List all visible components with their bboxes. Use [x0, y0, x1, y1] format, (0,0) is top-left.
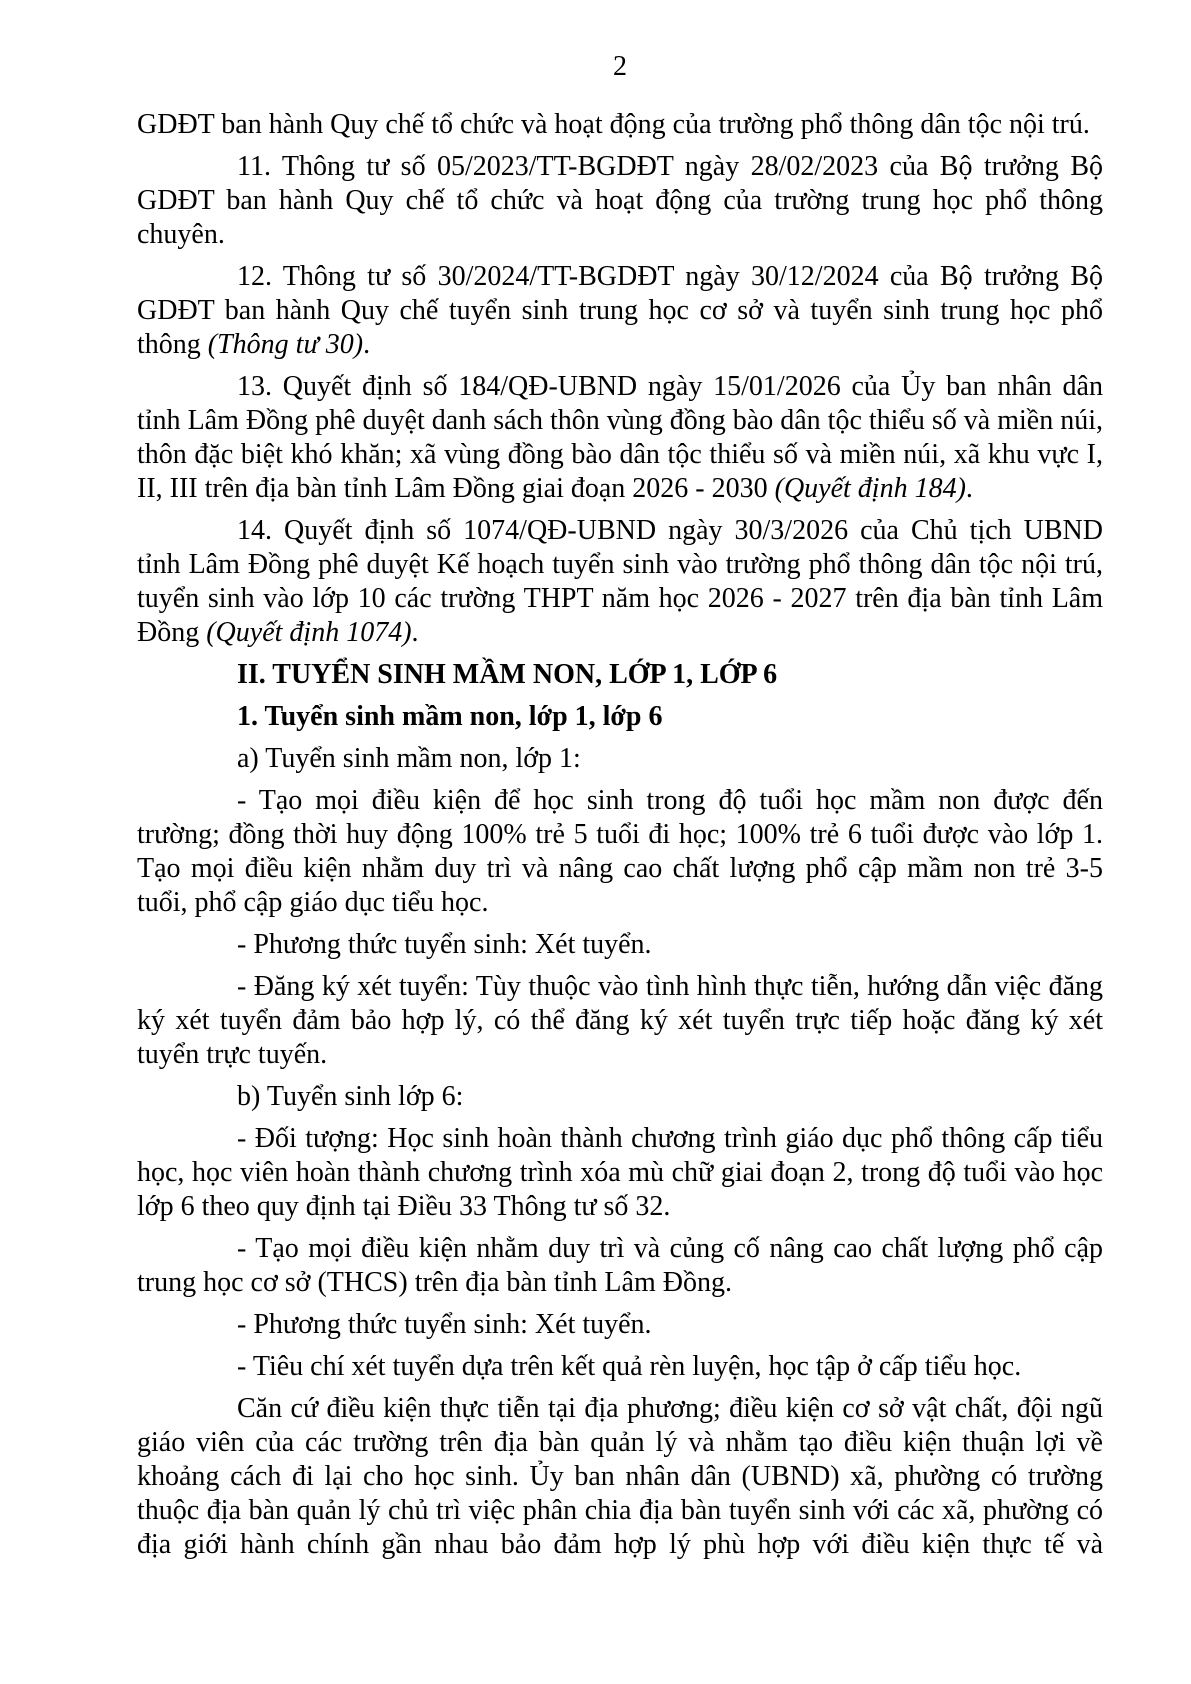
- bullet-grade6-conditions: - Tạo mọi điều kiện nhằm duy trì và củng cố nâng cao chất lượng phổ cập trung học cơ sở (THCS) trên địa bàn tỉnh Lâm Đồng.: [137, 1233, 1103, 1298]
- para-item-14-period: .: [411, 617, 419, 648]
- para-item-12: [137, 260, 1103, 362]
- bullet-preschool-conditions: - Tạo mọi điều kiện để học sinh trong độ tuổi học mầm non được đến trường; đồng thời huy động 100% trẻ 5 tuổi đi học; 100% trẻ 6 tuổi được vào lớp 1. Tạo mọi điều kiện nhằm duy trì và nâng cao chất lượng phổ cập mầm non trẻ 3-5 tuổi, phổ cập giáo dục tiểu học.: [137, 785, 1103, 918]
- item-b-label: b) Tuyển sinh lớp 6:: [237, 1081, 464, 1112]
- para-item-13-period: .: [965, 473, 973, 504]
- para-item-12-period: .: [363, 329, 371, 360]
- page-number: 2: [613, 51, 627, 82]
- bullet-grade6-method: - Phương thức tuyển sinh: Xét tuyển.: [237, 1309, 652, 1340]
- para-item-14-text: 14. Quyết định số 1074/QĐ-UBND ngày 30/3/2026 của Chủ tịch UBND tỉnh Lâm Đồng phê duyệt Kế hoạch tuyển sinh vào trường phổ thông dân tộc nội trú, tuyển sinh vào lớp 10 các trường THPT năm học 2026 - 2027 trên địa bàn tỉnh Lâm Đồng: [137, 515, 1103, 648]
- bullet-grade6-target: - Đối tượng: Học sinh hoàn thành chương trình giáo dục phổ thông cấp tiểu học, học viên hoàn thành chương trình xóa mù chữ giai đoạn 2, trong độ tuổi vào học lớp 6 theo quy định tại Điều 33 Thông tư số 32.: [137, 1123, 1103, 1222]
- para-item-14: [137, 514, 1103, 650]
- para-item-13-reference: (Quyết định 184): [774, 473, 966, 504]
- para-item-12-text: 12. Thông tư số 30/2024/TT-BGDĐT ngày 30/12/2024 của Bộ trưởng Bộ GDĐT ban hành Quy chế tuyển sinh trung học cơ sở và tuyển sinh trung học phổ thông: [137, 261, 1103, 360]
- bullet-grade6-criteria: - Tiêu chí xét tuyển dựa trên kết quả rèn luyện, học tập ở cấp tiểu học.: [237, 1351, 1022, 1382]
- para-item-13-text: 13. Quyết định số 184/QĐ-UBND ngày 15/01/2026 của Ủy ban nhân dân tỉnh Lâm Đồng phê duyệt danh sách thôn vùng đồng bào dân tộc thiểu số và miền núi, thôn đặc biệt khó khăn; xã vùng đồng bào dân tộc thiểu số và miền núi, xã khu vực I, II, III trên địa bàn tỉnh Lâm Đồng giai đoạn 2026 - 2030: [137, 371, 1103, 504]
- para-continuation: GDĐT ban hành Quy chế tổ chức và hoạt động của trường phổ thông dân tộc nội trú.: [137, 109, 1090, 140]
- heading-sub-1: 1. Tuyển sinh mầm non, lớp 1, lớp 6: [237, 701, 663, 732]
- item-a-label: a) Tuyển sinh mầm non, lớp 1:: [237, 743, 581, 774]
- para-item-14-reference: (Quyết định 1074): [206, 617, 412, 648]
- heading-section-ii: II. TUYỂN SINH MẦM NON, LỚP 1, LỚP 6: [237, 659, 778, 690]
- para-item-11: 11. Thông tư số 05/2023/TT-BGDĐT ngày 28/02/2023 của Bộ trưởng Bộ GDĐT ban hành Quy chế tổ chức và hoạt động của trường trung học phổ thông chuyên.: [137, 151, 1103, 250]
- bullet-preschool-registration: - Đăng ký xét tuyển: Tùy thuộc vào tình hình thực tiễn, hướng dẫn việc đăng ký xét tuyển đảm bảo hợp lý, có thể đăng ký xét tuyển trực tiếp hoặc đăng ký xét tuyển trực tuyến.: [137, 971, 1103, 1070]
- bullet-preschool-method: - Phương thức tuyển sinh: Xét tuyển.: [237, 929, 652, 960]
- para-item-13: [137, 370, 1103, 506]
- para-item-12-reference: (Thông tư 30): [207, 329, 364, 360]
- para-final: Căn cứ điều kiện thực tiễn tại địa phương; điều kiện cơ sở vật chất, đội ngũ giáo viên của các trường trên địa bàn quản lý và nhằm tạo điều kiện thuận lợi về khoảng cách đi lại cho học sinh. Ủy ban nhân dân (UBND) xã, phường có trường thuộc địa bàn quản lý chủ trì việc phân chia địa bàn tuyển sinh với các xã, phường có địa giới hành chính gần nhau bảo đảm hợp lý phù hợp với điều kiện thực tế và: [137, 1393, 1103, 1560]
